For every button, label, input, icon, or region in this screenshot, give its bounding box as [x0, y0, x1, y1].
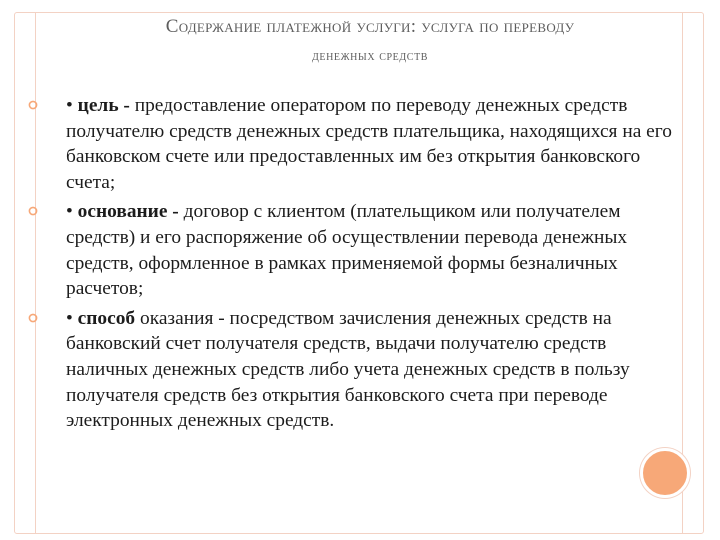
item-dot: •	[66, 95, 73, 116]
item-term: цель -	[77, 95, 130, 116]
title-line-2: денежных средств	[311, 49, 429, 64]
item-text: предоставление оператором по переводу денежных средств получателю средств денежных средств плательщика, находящихся на его банковском счете или предоставленных им без открытия банковского счета;	[66, 95, 672, 193]
slide-content	[66, 93, 686, 434]
decorative-orange-circle	[640, 448, 690, 498]
item-dot: •	[66, 307, 73, 329]
list-item-basis	[66, 199, 686, 301]
item-dot: •	[66, 201, 73, 223]
title-line-1: Содержание платежной услуги: услуга по переводу	[165, 16, 575, 37]
item-term: способ	[77, 307, 136, 329]
list-item-goal	[66, 93, 686, 195]
frame-inner-line-left	[35, 13, 36, 533]
list-item-method	[66, 306, 686, 434]
circle-bullet-icon	[28, 100, 38, 110]
item-term: основание -	[77, 201, 179, 223]
circle-bullet-icon	[28, 313, 38, 323]
item-text: договор с клиентом (плательщиком или получателем средств) и его распоряжение об осуществлении перевода денежных средств, оформленное в рамках применяемой формы безналичных расчетов;	[66, 201, 628, 300]
item-text: оказания - посредством зачисления денежных средств на банковский счет получателя средств, выдачи получателю средств наличных денежных средств либо учета денежных средств в пользу получателя средств без открытия банковского счета при переводе электронных денежных средств.	[66, 307, 630, 432]
slide-title	[60, 14, 680, 68]
circle-bullet-icon	[28, 206, 38, 216]
